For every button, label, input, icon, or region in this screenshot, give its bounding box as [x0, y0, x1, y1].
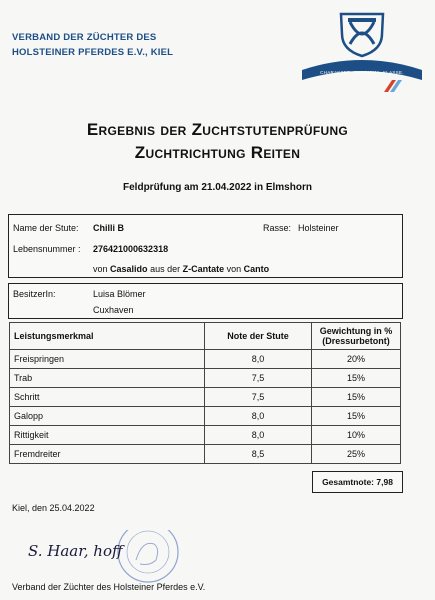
pedigree-von-2: von — [226, 264, 242, 274]
weight-cell: 15% — [312, 369, 401, 388]
logo-name: HOLSTEINER — [335, 60, 389, 69]
trait-cell: Fremdreiter — [10, 445, 205, 464]
name-label: Name der Stute: — [13, 223, 79, 233]
note-cell: 7,5 — [205, 388, 312, 407]
note-cell: 8,0 — [205, 426, 312, 445]
holsteiner-crest-icon — [296, 6, 428, 96]
owner-name: Luisa Blömer — [93, 289, 146, 299]
table-row — [10, 426, 401, 445]
results-table — [9, 322, 401, 464]
table-row — [10, 445, 401, 464]
owner-box — [8, 283, 403, 319]
header-weight-line2: (Dressurbetont) — [322, 336, 390, 346]
breed-value: Holsteiner — [298, 223, 339, 233]
org-line-1: VERBAND DER ZÜCHTER DES — [12, 32, 157, 43]
weight-cell: 15% — [312, 388, 401, 407]
dam: Z-Cantate — [182, 264, 225, 274]
dam-sire: Canto — [243, 264, 270, 274]
horse-name: Chilli B — [93, 223, 124, 233]
owner-label: BesitzerIn: — [13, 289, 56, 299]
trait-cell: Rittigkeit — [10, 426, 205, 445]
horse-info-box — [8, 214, 403, 278]
trait-cell: Trab — [10, 369, 205, 388]
table-header-row — [10, 323, 401, 350]
life-number-label: Lebensnummer : — [13, 244, 81, 254]
org-line-2: HOLSTEINER PFERDES E.V., KIEL — [12, 47, 174, 58]
title-line-2: Zuchtrichtung Reiten — [134, 143, 301, 162]
life-number: 276421000632318 — [93, 244, 169, 254]
logo-tagline: CHARAKTER. CHARISMA. KLASSE. — [320, 70, 404, 75]
title-line-1: Ergebnis der Zuchtstutenprüfung — [86, 120, 349, 139]
note-cell: 8,0 — [205, 407, 312, 426]
stamp-icon — [20, 530, 200, 590]
footer-organization: Verband der Züchter des Holsteiner Pferdes e.V. — [12, 582, 206, 592]
note-cell: 8,0 — [205, 350, 312, 369]
note-cell: 8,5 — [205, 445, 312, 464]
issue-date: Kiel, den 25.04.2022 — [12, 503, 95, 513]
header-weight — [312, 323, 401, 350]
header-trait: Leistungsmerkmal — [10, 323, 205, 350]
trait-cell: Galopp — [10, 407, 205, 426]
table-row — [10, 388, 401, 407]
table-row — [10, 369, 401, 388]
trait-cell: Freispringen — [10, 350, 205, 369]
note-cell: 7,5 — [205, 369, 312, 388]
breed-label: Rasse: — [263, 223, 292, 233]
trait-cell: Schritt — [10, 388, 205, 407]
weight-cell: 10% — [312, 426, 401, 445]
header-note: Note der Stute — [205, 323, 312, 350]
organization-name — [12, 30, 173, 60]
signature: S. Haar, hoff — [28, 542, 123, 560]
sire: Casalido — [110, 264, 148, 274]
table-row — [10, 407, 401, 426]
header-weight-line1: Gewichtung in % — [319, 326, 393, 336]
table-row — [10, 350, 401, 369]
signature-stamp — [20, 530, 200, 590]
weight-cell: 25% — [312, 445, 401, 464]
weight-cell: 20% — [312, 350, 401, 369]
total-score: Gesamtnote: 7,98 — [312, 471, 403, 493]
weight-cell: 15% — [312, 407, 401, 426]
pedigree-von: von — [93, 264, 108, 274]
owner-city: Cuxhaven — [93, 305, 134, 315]
pedigree-line — [93, 264, 269, 274]
exam-subtitle: Feldprüfung am 21.04.2022 in Elmshorn — [123, 182, 312, 193]
holsteiner-logo — [296, 6, 428, 96]
results-table-wrap — [9, 322, 401, 464]
document-title — [0, 118, 435, 164]
pedigree-aus: aus der — [150, 264, 181, 274]
